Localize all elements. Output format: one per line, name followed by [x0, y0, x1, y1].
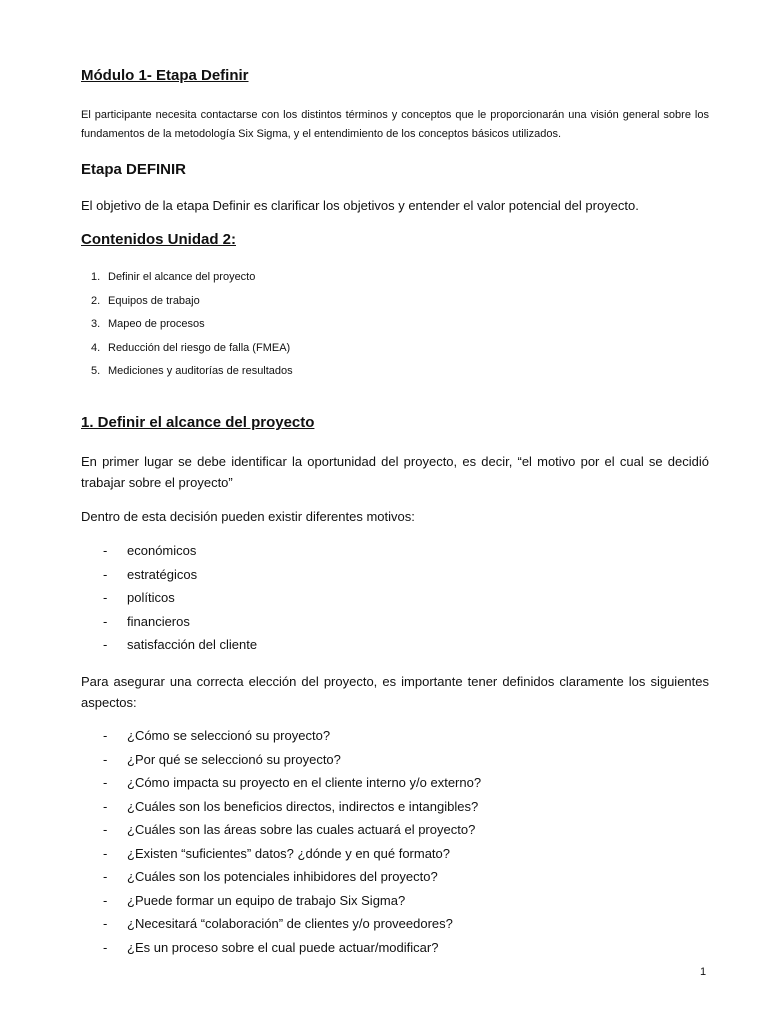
list-item [91, 338, 293, 362]
list-item [91, 314, 293, 338]
document-title: Módulo 1- Etapa Definir [81, 67, 249, 84]
list-item [103, 820, 481, 844]
contents-list [91, 267, 293, 385]
list-item [103, 891, 481, 915]
list-item [103, 914, 481, 938]
list-dash: - [103, 892, 108, 908]
list-item-label: Reducción del riesgo de falla (FMEA) [108, 341, 291, 354]
list-item [103, 750, 481, 774]
heading-etapa-definir: Etapa DEFINIR [81, 161, 187, 178]
list-item [103, 588, 257, 612]
list-item [103, 867, 481, 891]
heading-section-1: 1. Definir el alcance del proyecto [81, 414, 315, 431]
motives-list [103, 541, 257, 659]
list-item [91, 291, 293, 315]
list-item [103, 612, 257, 636]
list-item [103, 635, 257, 659]
list-dash: - [103, 916, 108, 931]
list-dash: - [103, 845, 108, 861]
list-item [91, 267, 293, 291]
section-1-paragraph-1: En primer lugar se debe identificar la oportunidad del proyecto, es decir, “el motivo por el cual se decidió trabajar sobre el proyecto” [81, 454, 709, 490]
list-item [103, 773, 481, 797]
list-item [103, 541, 257, 565]
list-dash: - [103, 775, 108, 790]
list-dash: - [103, 543, 108, 558]
list-dash: - [103, 590, 108, 605]
list-item [103, 844, 481, 868]
list-item [103, 565, 257, 589]
list-number: 1. [91, 271, 101, 283]
list-item-label: ¿Cómo impacta su proyecto en el cliente interno y/o externo? [127, 775, 482, 790]
list-item-label: estratégicos [127, 566, 198, 582]
list-dash: - [103, 939, 108, 955]
list-item-label: ¿Puede formar un equipo de trabajo Six Sigma? [127, 892, 406, 908]
list-item-label: ¿Cuáles son los potenciales inhibidores del proyecto? [127, 869, 438, 884]
intro-paragraph: El participante necesita contactarse con los distintos términos y conceptos que le proporcionarán una visión general sobre los fundamentos de la metodología Six Sigma, y el entendimiento de los conceptos básicos utilizados. [81, 109, 709, 140]
list-item-label: políticos [127, 590, 175, 605]
list-dash: - [103, 637, 108, 652]
list-item-label: ¿Es un proceso sobre el cual puede actuar/modificar? [127, 939, 439, 955]
list-item-label: satisfacción del cliente [127, 637, 258, 652]
list-dash: - [103, 869, 108, 884]
page-number: 1 [700, 966, 707, 978]
list-dash: - [103, 613, 108, 629]
list-item [103, 938, 481, 962]
list-item-label: ¿Cómo se seleccionó su proyecto? [127, 728, 331, 743]
list-item-label: Mapeo de procesos [108, 318, 205, 330]
heading-contenidos: Contenidos Unidad 2: [81, 231, 236, 248]
list-item-label: Definir el alcance del proyecto [108, 271, 256, 283]
list-dash: - [103, 566, 108, 582]
list-item-label: ¿Necesitará “colaboración” de clientes y/o proveedores? [127, 916, 453, 931]
list-item-label: financieros [127, 613, 190, 629]
list-item [103, 726, 481, 750]
list-item-label: Mediciones y auditorías de resultados [108, 365, 293, 377]
list-dash: - [103, 822, 108, 837]
list-item [103, 797, 481, 821]
list-dash: - [103, 751, 108, 767]
list-item-label: económicos [127, 543, 197, 558]
list-item-label: ¿Por qué se seleccionó su proyecto? [127, 751, 341, 767]
list-item-label: ¿Existen “suficientes” datos? ¿dónde y en qué formato? [127, 845, 451, 861]
list-number: 5. [91, 365, 101, 377]
section-1-paragraph-2: Dentro de esta decisión pueden existir diferentes motivos: [81, 509, 415, 524]
list-number: 4. [91, 341, 101, 354]
list-item [91, 361, 293, 385]
list-item-label: ¿Cuáles son los beneficios directos, indirectos e intangibles? [127, 798, 479, 814]
section-1-paragraph-3: Para asegurar una correcta elección del proyecto, es importante tener definidos claramente los siguientes aspectos: [81, 674, 709, 710]
list-number: 3. [91, 318, 101, 330]
list-number: 2. [91, 294, 101, 307]
list-item-label: ¿Cuáles son las áreas sobre las cuales actuará el proyecto? [127, 822, 476, 837]
list-item-label: Equipos de trabajo [108, 294, 200, 307]
definir-paragraph: El objetivo de la etapa Definir es clarificar los objetivos y entender el valor potencial del proyecto. [81, 198, 639, 213]
questions-list [103, 726, 481, 961]
list-dash: - [103, 798, 108, 814]
list-dash: - [103, 728, 108, 743]
